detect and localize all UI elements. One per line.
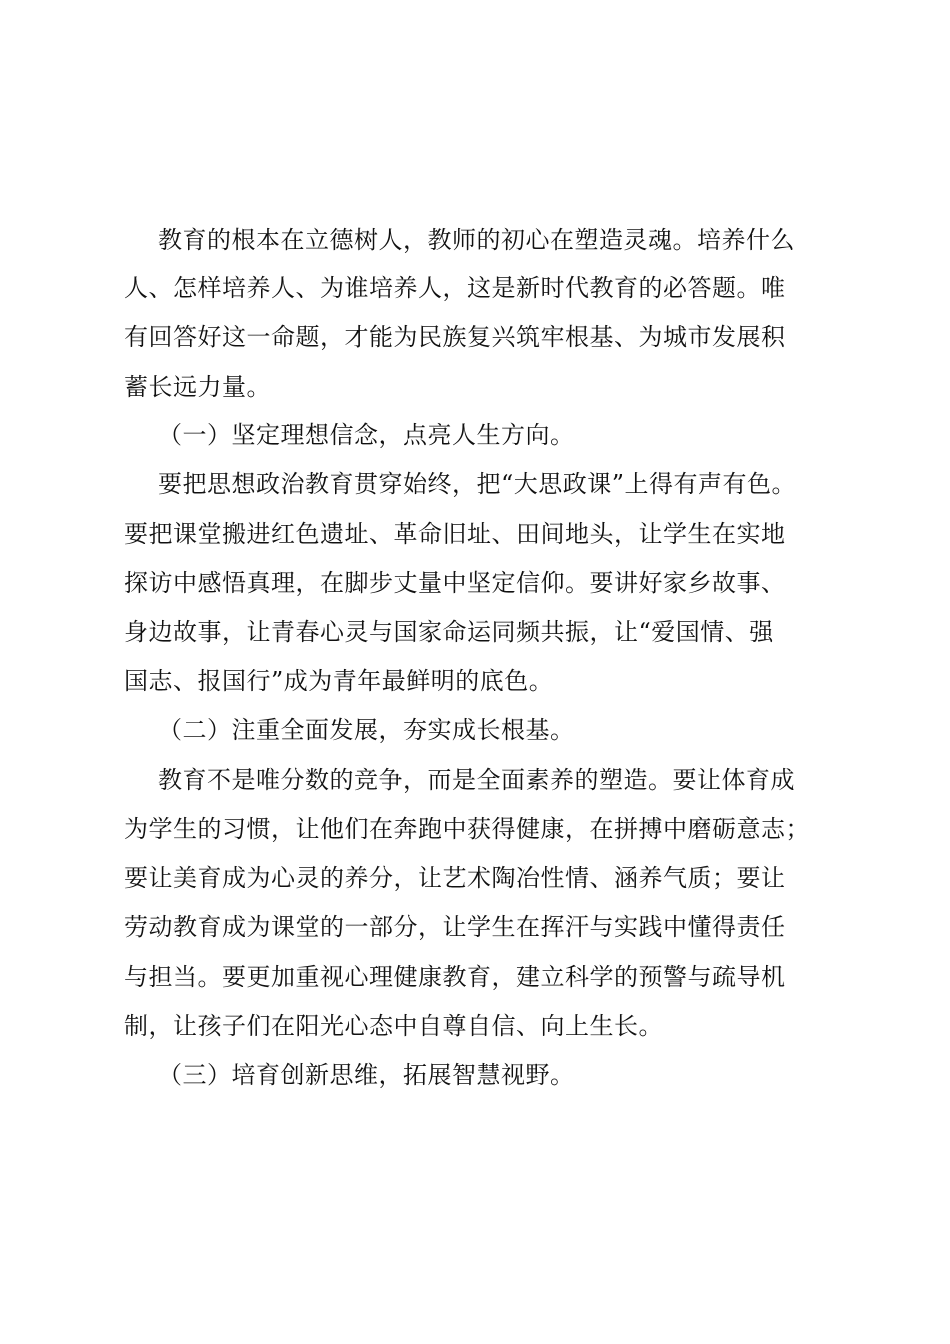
section-heading-1: （一）坚定理想信念，点亮人生方向。 (158, 421, 575, 449)
paragraph-1-line-4: 身边故事，让青春心灵与国家命运同频共振，让“爱国情、强 (124, 618, 774, 646)
paragraph-1-line-1: 要把思想政治教育贯穿始终，把“大思政课”上得有声有色。 (158, 470, 797, 498)
paragraph-2-line-4: 劳动教育成为课堂的一部分，让学生在挥汗与实践中懂得责任 (124, 913, 786, 941)
paragraph-2-line-1: 教育不是唯分数的竞争，而是全面素养的塑造。要让体育成 (158, 766, 795, 794)
paragraph-intro-line-1: 教育的根本在立德树人，教师的初心在塑造灵魂。培养什么 (158, 226, 795, 254)
paragraph-1-line-5: 国志、报国行”成为青年最鲜明的底色。 (124, 667, 554, 695)
paragraph-intro-line-3: 有回答好这一命题，才能为民族复兴筑牢根基、为城市发展积 (124, 323, 786, 351)
paragraph-2-line-5: 与担当。要更加重视心理健康教育，建立科学的预警与疏导机 (124, 963, 786, 991)
paragraph-1-line-2: 要把课堂搬进红色遗址、革命旧址、田间地头，让学生在实地 (124, 520, 786, 548)
section-heading-3: （三）培育创新思维，拓展智慧视野。 (158, 1061, 575, 1089)
paragraph-2-line-2: 为学生的习惯，让他们在奔跑中获得健康，在拼搏中磨砺意志； (124, 815, 810, 843)
paragraph-intro-line-2: 人、怎样培养人、为谁培养人，这是新时代教育的必答题。唯 (124, 274, 786, 302)
section-heading-2: （二）注重全面发展，夯实成长根基。 (158, 716, 575, 744)
paragraph-2-line-3: 要让美育成为心灵的养分，让艺术陶冶性情、涵养气质；要让 (124, 864, 786, 892)
paragraph-1-line-3: 探访中感悟真理，在脚步丈量中坚定信仰。要讲好家乡故事、 (124, 569, 786, 597)
paragraph-2-line-6: 制，让孩子们在阳光心态中自尊自信、向上生长。 (124, 1012, 663, 1040)
paragraph-intro-line-4: 蓄长远力量。 (124, 373, 271, 401)
